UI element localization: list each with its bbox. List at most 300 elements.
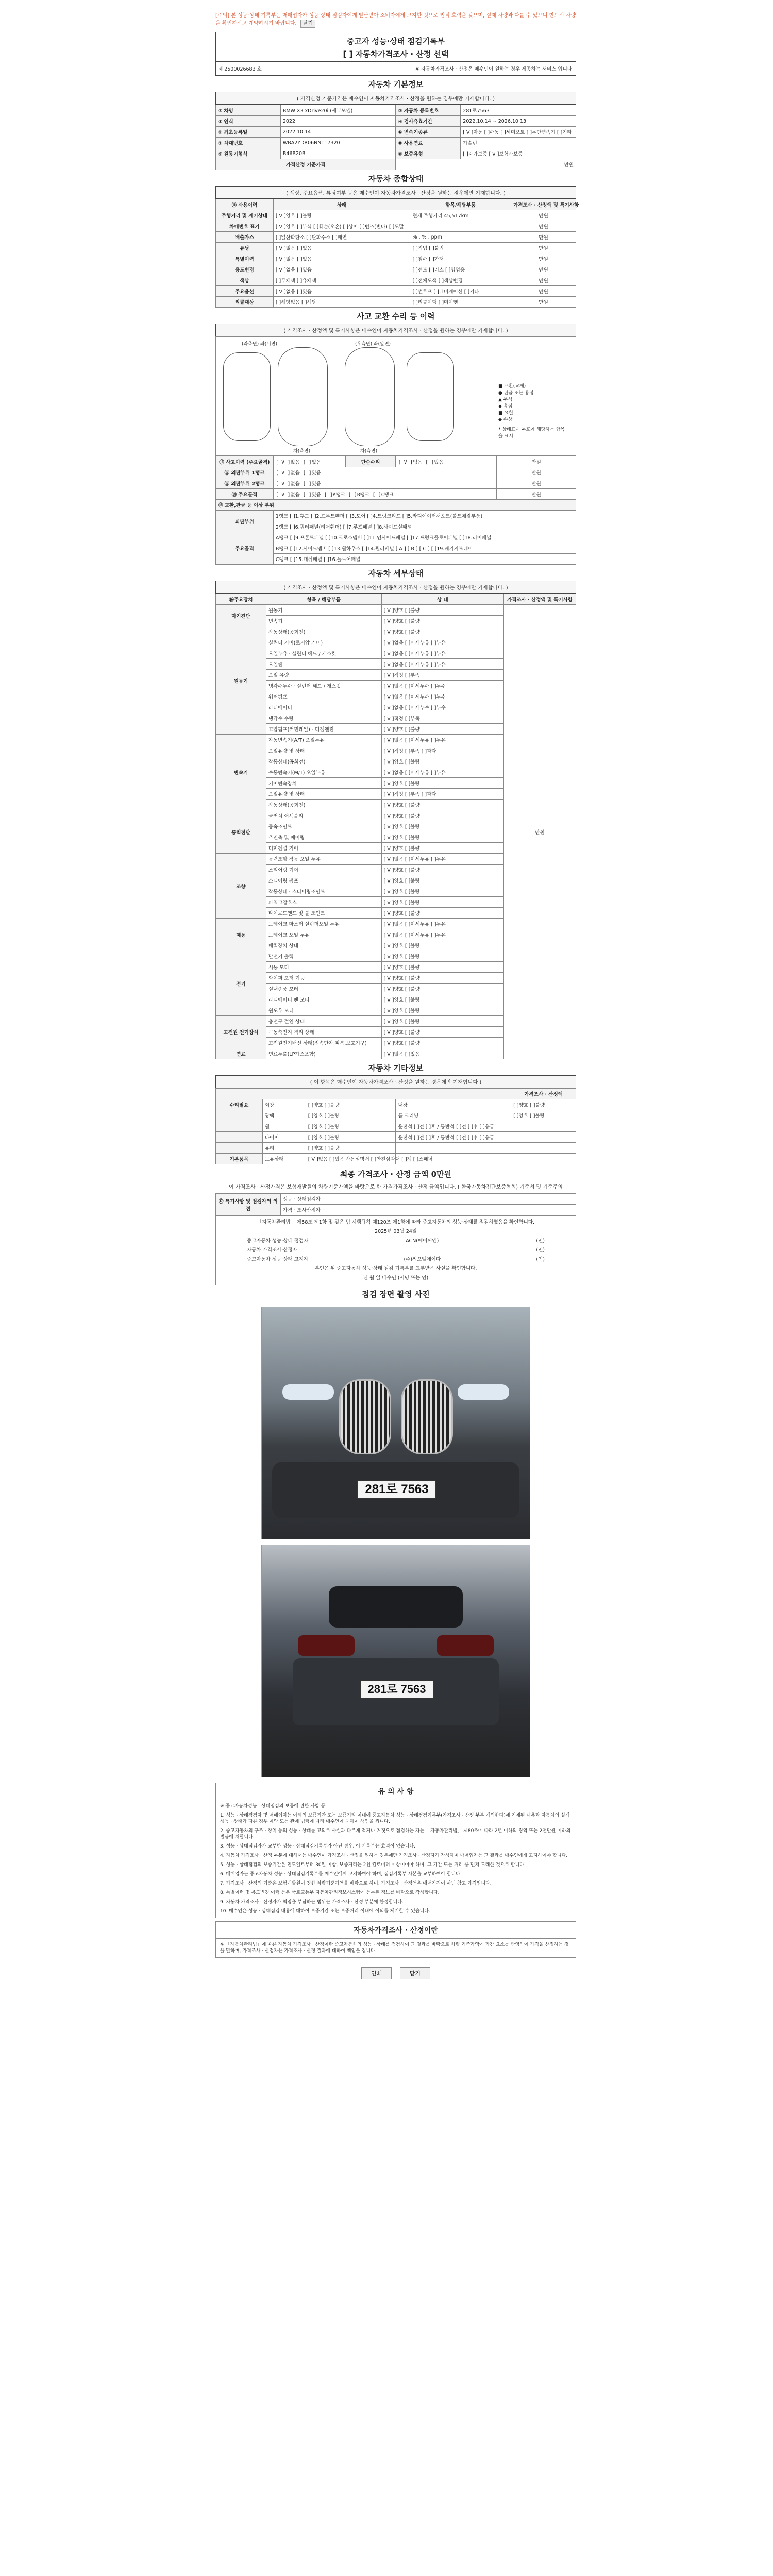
legend-item: ● 판금 또는 용접 bbox=[498, 391, 534, 396]
detail-status: [ V ]없음 [ ]미세누수 [ ]누수 bbox=[381, 681, 504, 691]
report-title: 중고자 성능·상태 점검기록부 bbox=[346, 37, 445, 46]
overall-price: 만원 bbox=[511, 286, 576, 297]
signer-role: 중고자동차 성능·상태 점검자 bbox=[247, 1238, 309, 1244]
detail-status: [ V ]양호 [ ]불량 bbox=[381, 1005, 504, 1016]
remarks-label: ⑰ 특기사항 및 점검자의 의견 bbox=[216, 1194, 281, 1215]
overall-part: [ ]리콜이행 [ ]미이행 bbox=[410, 297, 511, 308]
detail-group: 원동기 bbox=[216, 626, 266, 735]
overall-row bbox=[216, 221, 576, 232]
detail-status: [ V ]양호 [ ]불량 bbox=[381, 605, 504, 616]
overall-status: [ ]일산화탄소 [ ]탄화수소 [ ]매연 bbox=[273, 232, 410, 243]
basic-row bbox=[216, 138, 576, 148]
detail-status: [ V ]양호 [ ]불량 bbox=[381, 724, 504, 735]
overall-row bbox=[216, 232, 576, 243]
overall-header: 가격조사 · 산정액 및 특기사항 bbox=[511, 199, 576, 210]
legend-note: * 상태표시 부호에 해당하는 항목을 표시 bbox=[498, 427, 565, 439]
detail-item: 윈도우 모터 bbox=[266, 1005, 381, 1016]
detail-status: [ V ]양호 [ ]불량 bbox=[381, 778, 504, 789]
overall-row bbox=[216, 297, 576, 308]
detail-item: 추진축 및 베어링 bbox=[266, 832, 381, 843]
final-price-note: 이 가격조사 · 산정가격은 보험개발원의 차량기준가액을 바탕으로 한 가격가격조사 · 산정 금액입니다. ( 한국자동차진단보증협회) 기준서 및 기준주의 bbox=[229, 1184, 563, 1190]
basic-price-row bbox=[216, 159, 576, 170]
caution-line: 4. 자동차 가격조사 · 산정 부분에 대해서는 매수인이 가격조사 · 산정을 원하는 경우에만 가격조사 · 산정자가 작성하며 매매업자는 그 결과를 매수인에게 고지하여야 합니다. bbox=[220, 1853, 568, 1858]
overall-title: 자동차 종합상태 bbox=[368, 174, 424, 183]
basic-field-label: ① 차명 bbox=[216, 105, 281, 116]
receipt-sign-line: 년 월 일 매수인 (서명 또는 인) bbox=[363, 1275, 429, 1281]
overall-row bbox=[216, 253, 576, 264]
detail-status: [ V ]양호 [ ]불량 bbox=[381, 1016, 504, 1027]
detail-status: [ V ]없음 [ ]미세누유 [ ]누유 bbox=[381, 767, 504, 778]
basic-field-value: 2022.10.14 bbox=[280, 127, 396, 138]
remarks-row-1 bbox=[216, 1194, 576, 1205]
overall-item: 차대번호 표기 bbox=[216, 221, 274, 232]
basic-field-value: [ V ]자동 [ ]수동 [ ]세미오토 [ ]무단변속기 [ ]기타 bbox=[461, 127, 576, 138]
detail-item: 클러치 어셈블리 bbox=[266, 810, 381, 821]
detail-group: 조향 bbox=[216, 854, 266, 919]
overall-item: 리콜대상 bbox=[216, 297, 274, 308]
frame-row bbox=[216, 489, 576, 500]
caution-line: 9. 자동차 가격조사 · 산정자가 책임을 부담하는 범위는 가격조사 · 산정 부분에 한정합니다. bbox=[220, 1900, 404, 1905]
detail-item: 시동 모터 bbox=[266, 962, 381, 973]
caption-left: 차(측면) bbox=[293, 449, 311, 454]
caption-right: 차(측면) bbox=[360, 449, 378, 454]
rear-photo bbox=[261, 1545, 530, 1777]
signer-row bbox=[247, 1255, 545, 1264]
accident-history-row bbox=[216, 456, 576, 467]
overall-table bbox=[215, 199, 579, 308]
detail-header: ⑯주요장치 bbox=[216, 594, 266, 605]
rear-plate: 281로 7563 bbox=[360, 1680, 434, 1699]
etc-cell: [ ]양호 [ ]불량 bbox=[511, 1110, 576, 1121]
headlight-left bbox=[282, 1384, 334, 1400]
basic-table bbox=[215, 105, 576, 170]
sign-date: 2025년 03월 24일 bbox=[375, 1229, 417, 1234]
detail-status: [ V ]없음 [ ]미세누수 [ ]누수 bbox=[381, 702, 504, 713]
detail-item: 냉각수누수 · 실린더 헤드 / 개스킷 bbox=[266, 681, 381, 691]
detail-group: 제동 bbox=[216, 919, 266, 951]
overall-part: [ ]썬루프 [ ]네비게이션 [ ]기타 bbox=[410, 286, 511, 297]
detail-header: 상 태 bbox=[381, 594, 504, 605]
overall-status: [ V ]없음 [ ]있음 bbox=[273, 243, 410, 253]
basic-price-unit: 만원 bbox=[396, 159, 576, 170]
caution-line: 8. 특별이력 및 용도변경 이력 등은 국토교통부 자동차관리정보시스템에 등록된 정보를 바탕으로 작성합니다. bbox=[220, 1890, 440, 1895]
overall-price: 만원 bbox=[511, 253, 576, 264]
detail-status: [ V ]양호 [ ]불량 bbox=[381, 940, 504, 951]
detail-status: [ V ]없음 [ ]미세누유 [ ]누유 bbox=[381, 854, 504, 865]
etc-table bbox=[215, 1088, 576, 1164]
car-outline-left-side bbox=[223, 352, 271, 441]
detail-item: 기어변속장치 bbox=[266, 778, 381, 789]
detail-header: 가격조사 · 산정액 및 특기사항 bbox=[504, 594, 576, 605]
etc-cell bbox=[511, 1132, 576, 1143]
overall-item: 튜닝 bbox=[216, 243, 274, 253]
detail-item: 등속조인트 bbox=[266, 821, 381, 832]
detail-item: 자동변속기(A/T) 오일누유 bbox=[266, 735, 381, 745]
etc-cell: 광택 bbox=[262, 1110, 306, 1121]
detail-item: 오일 유량 bbox=[266, 670, 381, 681]
etc-row bbox=[216, 1099, 576, 1110]
etc-cell: [ ]양호 [ ]불량 bbox=[511, 1099, 576, 1110]
detail-status: [ V ]양호 [ ]불량 bbox=[381, 951, 504, 962]
detail-item: 오일유량 및 상태 bbox=[266, 745, 381, 756]
detail-status: [ V ]양호 [ ]불량 bbox=[381, 897, 504, 908]
basic-field-value: [ ]자가보증 [ V ]보험사보증 bbox=[461, 148, 576, 159]
detail-status: [ V ]없음 [ ]미세누유 [ ]누유 bbox=[381, 929, 504, 940]
signer-role: 자동차 가격조사·산정자 bbox=[247, 1247, 297, 1253]
outer-rank1-row bbox=[216, 467, 576, 478]
basic-note: ( 가격산정 기준가격은 매수인이 자동차가격조사 · 산정을 원하는 경우에만 기재합니다. ) bbox=[215, 92, 576, 105]
etc-header: 가격조사 · 산정액 bbox=[511, 1089, 576, 1099]
inspection-report bbox=[215, 32, 579, 1979]
detail-status: [ V ]양호 [ ]불량 bbox=[381, 616, 504, 626]
etc-cell: 타이어 bbox=[262, 1132, 306, 1143]
overall-status: [ ]무채색 [ ]유채색 bbox=[273, 275, 410, 286]
caution-line: 5. 성능 · 상태점검의 보증기간은 인도일로부터 30일 이상, 보증거리는 2천 킬로미터 이상이어야 하며, 그 기간 또는 거리 중 먼저 도래한 것으로 합니다. bbox=[220, 1862, 526, 1868]
caution-line: 3. 성능 · 상태점검자가 교부한 성능 · 상태점검기록부가 아닌 경우, 이 기록부는 효력이 없습니다. bbox=[220, 1844, 415, 1849]
detail-header: 항목 / 해당부품 bbox=[266, 594, 381, 605]
detail-item: 워터펌프 bbox=[266, 691, 381, 702]
taillight-left bbox=[298, 1635, 355, 1656]
overall-row bbox=[216, 243, 576, 253]
overall-row bbox=[216, 275, 576, 286]
detail-status: [ V ]적정 [ ]부족 [ ]과다 bbox=[381, 745, 504, 756]
overall-price: 만원 bbox=[511, 210, 576, 221]
detail-status: [ V ]양호 [ ]불량 bbox=[381, 908, 504, 919]
basic-field-label: ② 자동차 등록번호 bbox=[396, 105, 461, 116]
caution-line: 7. 가격조사 · 산정의 기준은 보험개발원이 정한 차량기준가액을 바탕으로 하며, 가격조사 · 산정액은 매매가격이 아닌 참고 가격입니다. bbox=[220, 1881, 492, 1886]
detail-item: 파워고압호스 bbox=[266, 897, 381, 908]
etc-cell bbox=[216, 1121, 263, 1132]
detail-item: 고압펌프(커먼레일) - 디젤엔진 bbox=[266, 724, 381, 735]
etc-cell: 내장 bbox=[396, 1099, 511, 1110]
overall-part: [ ]적법 [ ]불법 bbox=[410, 243, 511, 253]
detail-group: 자기진단 bbox=[216, 605, 266, 626]
overall-row bbox=[216, 264, 576, 275]
detail-item: 와이퍼 모터 기능 bbox=[266, 973, 381, 984]
legend-item: ▲ 부식 bbox=[498, 397, 513, 402]
basic-row bbox=[216, 105, 576, 116]
frame-parts-b: B랭크 [ ]12.사이드멤버 [ ]13.휠하우스 [ ]14.필러패널 [ A ] [ B ] [ C ] [ ]19.패키지트레이 bbox=[273, 543, 576, 554]
overall-status: [ V ]양호 [ ]불량 bbox=[273, 210, 410, 221]
etc-cell: [ ]양호 [ ]불량 bbox=[306, 1099, 396, 1110]
etc-row bbox=[216, 1121, 576, 1132]
overall-header: ⑪ 사용이력 bbox=[216, 199, 274, 210]
print-button[interactable]: 인쇄 bbox=[361, 1967, 392, 1979]
detail-item: 스티어링 펌프 bbox=[266, 875, 381, 886]
etc-header bbox=[216, 1089, 511, 1099]
basic-price-label: 가격산정 기준가격 bbox=[216, 159, 396, 170]
outer-rank2-price: 만원 bbox=[497, 478, 576, 489]
overall-status: [ V ]없음 [ ]있음 bbox=[273, 253, 410, 264]
legend-item: ■ 요철 bbox=[498, 411, 513, 416]
etc-cell bbox=[396, 1143, 511, 1154]
detail-item: 타이로드엔드 및 볼 조인트 bbox=[266, 908, 381, 919]
basic-field-label: ⑨ 원동기형식 bbox=[216, 148, 281, 159]
accident-history-label: ⑫ 사고이력 (주요골격) bbox=[216, 456, 274, 467]
frame-parts-row-1 bbox=[216, 532, 576, 543]
frame-price: 만원 bbox=[497, 489, 576, 500]
notice-text: [주의] 본 성능·상태 기록부는 매매업자가 성능·상태 점검자에게 발급받아 소비자에게 고지한 것으로 법적 효력을 갖으며, 실제 차량과 다를 수 있으니 반드시 차량을 확인하시고 계약하시기 바랍니다. bbox=[215, 13, 576, 26]
basic-field-value: BMW X3 xDrive20i (세부모델) bbox=[280, 105, 396, 116]
basic-field-value: 2022 bbox=[280, 116, 396, 127]
etc-title: 자동차 기타정보 bbox=[368, 1063, 424, 1073]
etc-cell: [ ]양호 [ ]불량 bbox=[306, 1110, 396, 1121]
caution-line: 2. 중고자동차의 구조 · 장치 등의 성능 · 상태를 고의로 사실과 다르게 적거나 거짓으로 점검하는 자는 「자동차관리법」 제80조에 따라 2년 이하의 징역 또는 2천만원 이하의 벌금에 처합니다. bbox=[220, 1828, 571, 1840]
basic-field-value: 가솔린 bbox=[461, 138, 576, 148]
rear-window bbox=[329, 1586, 463, 1628]
accident-price: 만원 bbox=[497, 456, 576, 467]
etc-cell: [ V ]없음 [ ]있음 사용설명서 [ ]안전삼각대 [ ]잭 [ ]스패너 bbox=[306, 1154, 396, 1164]
signer-role: 중고자동차 성능·상태 고지자 bbox=[247, 1257, 309, 1262]
detail-item: 고전원전기배선 상태(접속단자,피복,보호기구) bbox=[266, 1038, 381, 1048]
legend-item: ◆ 흠집 bbox=[498, 404, 513, 409]
caution-line: 6. 매매업자는 중고자동차 성능 · 상태점검기록부를 매수인에게 고지하여야 하며, 점검기록부 사본을 교부하여야 합니다. bbox=[220, 1872, 462, 1877]
detail-item: 구동축전지 격리 상태 bbox=[266, 1027, 381, 1038]
frame-parts-label: 주요골격 bbox=[216, 532, 274, 565]
detail-status: [ V ]적정 [ ]부족 bbox=[381, 713, 504, 724]
overall-status: [ V ]없음 [ ]있음 bbox=[273, 286, 410, 297]
simple-repair-value: [ V ]없음 [ ]있음 bbox=[396, 456, 497, 467]
detail-item: 작동상태(공회전) bbox=[266, 800, 381, 810]
overall-part bbox=[410, 221, 511, 232]
car-diagram bbox=[215, 336, 576, 456]
accident-title: 사고 교환 수리 등 이력 bbox=[357, 312, 435, 321]
overall-row bbox=[216, 286, 576, 297]
overall-item: 특별이력 bbox=[216, 253, 274, 264]
detail-status: [ V ]없음 [ ]미세누유 [ ]누유 bbox=[381, 659, 504, 670]
basic-field-value: WBA2YDR06NN117320 bbox=[280, 138, 396, 148]
etc-cell: 룸 크리닝 bbox=[396, 1110, 511, 1121]
detail-status: [ V ]양호 [ ]불량 bbox=[381, 832, 504, 843]
etc-row bbox=[216, 1110, 576, 1121]
overall-price: 만원 bbox=[511, 232, 576, 243]
front-photo bbox=[261, 1307, 530, 1539]
detail-status: [ V ]양호 [ ]불량 bbox=[381, 626, 504, 637]
simple-repair-label: 단순수리 bbox=[345, 456, 396, 467]
etc-cell: [ ]양호 [ ]불량 bbox=[306, 1132, 396, 1143]
overall-item: 주요옵션 bbox=[216, 286, 274, 297]
detail-status: [ V ]양호 [ ]불량 bbox=[381, 810, 504, 821]
basic-field-label: ⑩ 보증유형 bbox=[396, 148, 461, 159]
detail-status: [ V ]적정 [ ]부족 [ ]과다 bbox=[381, 789, 504, 800]
frame-parts-a: A랭크 [ ]9.프론트패널 [ ]10.크로스멤버 [ ]11.인사이드패널 [ ]17.트렁크플로어패널 [ ]18.리어패널 bbox=[273, 532, 576, 543]
outer-rank2-label: ⑬ 외판부위 2랭크 bbox=[216, 478, 274, 489]
detail-item: 스티어링 기어 bbox=[266, 865, 381, 875]
action-buttons bbox=[215, 1967, 576, 1979]
detail-item: 라디에이터 팬 모터 bbox=[266, 994, 381, 1005]
detail-group: 고전원 전기장치 bbox=[216, 1016, 266, 1048]
remarks-appraiser: 가격 · 조사산정자 bbox=[280, 1205, 576, 1215]
close-button[interactable]: 닫기 bbox=[400, 1967, 430, 1979]
parts-label: ⑮ 교환,판금 등 이상 부위 bbox=[216, 500, 576, 511]
detail-group: 전기 bbox=[216, 951, 266, 1016]
overall-price: 만원 bbox=[511, 243, 576, 253]
car-outline-right-side bbox=[407, 352, 454, 441]
etc-cell: 유리 bbox=[262, 1143, 306, 1154]
detail-status: [ V ]양호 [ ]불량 bbox=[381, 994, 504, 1005]
legal-statement: 「자동차관리법」 제58조 제1항 및 같은 법 시행규칙 제120조 제1항에 따라 중고자동차의 성능·상태를 점검하였음을 확인합니다. bbox=[257, 1219, 534, 1225]
signer-seal: (인) bbox=[536, 1247, 545, 1253]
outer-rank2-row bbox=[216, 478, 576, 489]
etc-cell: [ ]양호 [ ]불량 bbox=[306, 1143, 396, 1154]
outer-parts-label: 외판부위 bbox=[216, 511, 274, 532]
receipt-statement: 본인은 위 중고자동차 성능·상태 점검 기록부를 교부받은 사실을 확인합니다. bbox=[314, 1266, 477, 1272]
legend-item: ■ 교환(교체) bbox=[498, 384, 526, 389]
notice-banner bbox=[215, 12, 576, 28]
report-title-box bbox=[215, 32, 576, 62]
detail-status: [ V ]양호 [ ]불량 bbox=[381, 821, 504, 832]
view-left-label: (좌측면) 좌(뒤면) bbox=[242, 342, 278, 347]
caution-line: 1. 성능 · 상태점검자 및 매매업자는 아래의 보증기간 또는 보증거리 이내에 중고자동차 성능 · 상태점검기록부(가격조사 · 산정 부분 제외한다)에 기재된 내용과 자동차의 실제 성능 · 상태가 다른 경우 계약 또는 관계 법령에 따라 매수인에 대하여 책임을 집니다. bbox=[220, 1813, 570, 1824]
detail-item: 동력조향 작동 오일 누유 bbox=[266, 854, 381, 865]
detail-status: [ V ]양호 [ ]불량 bbox=[381, 886, 504, 897]
etc-cell bbox=[216, 1143, 263, 1154]
signer-seal: (인) bbox=[536, 1257, 545, 1262]
signer-name: (주)씨오엘에이다 bbox=[404, 1257, 441, 1262]
outer-rank2-value: [ V ]없음 [ ]있음 bbox=[273, 478, 496, 489]
etc-cell bbox=[511, 1121, 576, 1132]
frame-value: [ V ]없음 [ ]있음 [ ]A랭크 [ ]B랭크 [ ]C랭크 bbox=[273, 489, 496, 500]
detail-status: [ V ]양호 [ ]불량 bbox=[381, 1027, 504, 1038]
detail-row bbox=[216, 605, 576, 616]
detail-item: 냉각수 수량 bbox=[266, 713, 381, 724]
caution-line: ※ 중고자동차성능 · 상태점검의 보증에 관한 사항 등 bbox=[220, 1804, 326, 1809]
overall-item: 주행거리 및 계기상태 bbox=[216, 210, 274, 221]
etc-cell bbox=[216, 1132, 263, 1143]
report-doc-line bbox=[215, 62, 576, 76]
overall-part: 현재 주행거리 45,517km bbox=[410, 210, 511, 221]
etc-row bbox=[216, 1132, 576, 1143]
basic-field-label: ④ 검사유효기간 bbox=[396, 116, 461, 127]
detail-status: [ V ]양호 [ ]불량 bbox=[381, 865, 504, 875]
detail-status: [ V ]양호 [ ]불량 bbox=[381, 984, 504, 994]
detail-item: 연료누출(LP가스포함) bbox=[266, 1048, 381, 1059]
detail-status: [ V ]양호 [ ]불량 bbox=[381, 962, 504, 973]
car-outline-top bbox=[278, 347, 328, 446]
detail-status: [ V ]없음 [ ]미세누유 [ ]누유 bbox=[381, 735, 504, 745]
detail-item: 발전기 출력 bbox=[266, 951, 381, 962]
overall-price: 만원 bbox=[511, 264, 576, 275]
overall-price: 만원 bbox=[511, 275, 576, 286]
appraisal-definition-title: 자동차가격조사 · 산정이란 bbox=[216, 1922, 576, 1939]
taillight-right bbox=[437, 1635, 494, 1656]
signer-row bbox=[247, 1246, 545, 1255]
remarks-table bbox=[215, 1193, 576, 1215]
grille-right bbox=[401, 1379, 453, 1454]
basic-field-value: 281로7563 bbox=[461, 105, 576, 116]
overall-part: [ ]렌트 [ ]리스 [ ]영업용 bbox=[410, 264, 511, 275]
etc-cell: 휠 bbox=[262, 1121, 306, 1132]
detail-status: [ V ]양호 [ ]불량 bbox=[381, 800, 504, 810]
basic-row bbox=[216, 148, 576, 159]
detail-item: 오일누유 · 실린더 헤드 / 개스킷 bbox=[266, 648, 381, 659]
appraisal-definition bbox=[215, 1921, 576, 1958]
basic-field-label: ③ 연식 bbox=[216, 116, 281, 127]
detail-item: 수동변속기(M/T) 오일누유 bbox=[266, 767, 381, 778]
detail-item: 실린더 커버(로커암 커버) bbox=[266, 637, 381, 648]
basic-field-label: ⑥ 변속기종류 bbox=[396, 127, 461, 138]
etc-row bbox=[216, 1154, 576, 1164]
detail-item: 브레이크 오일 누유 bbox=[266, 929, 381, 940]
detail-status: [ V ]적정 [ ]부족 bbox=[381, 670, 504, 681]
basic-field-value: B46B20B bbox=[280, 148, 396, 159]
overall-part: [ ]전체도색 [ ]색상변경 bbox=[410, 275, 511, 286]
doc-number: 제 2500026683 호 bbox=[218, 66, 262, 72]
detail-group: 동력전달 bbox=[216, 810, 266, 854]
detail-price: 만원 bbox=[504, 605, 576, 1059]
accident-table bbox=[215, 456, 576, 565]
detail-item: 원동기 bbox=[266, 605, 381, 616]
overall-note: ( 색상, 주요옵션, 튜닝여부 등은 매수인이 자동차가격조사 · 산정을 원하는 경우에만 기재합니다. ) bbox=[215, 186, 576, 199]
detail-item: 오일유량 및 상태 bbox=[266, 789, 381, 800]
caution-title: 유 의 사 항 bbox=[216, 1783, 576, 1800]
overall-status: [ V ]양호 [ ]부식 [ ]훼손(오손) [ ]상이 [ ]변조(변타) [ ]도말 bbox=[273, 221, 410, 232]
etc-cell bbox=[511, 1154, 576, 1164]
parts-header-row bbox=[216, 500, 576, 511]
basic-field-label: ⑤ 최초등록일 bbox=[216, 127, 281, 138]
basic-row bbox=[216, 127, 576, 138]
detail-item: 배력장치 상태 bbox=[266, 940, 381, 951]
legend-item: ◆ 손상 bbox=[498, 417, 513, 422]
view-right-label: (우측면) 좌(앞면) bbox=[355, 342, 391, 347]
etc-cell: 기본품목 bbox=[216, 1154, 263, 1164]
outer-parts-rank2: 2랭크 [ ]6.쿼터패널(리어휀더) [ ]7.루프패널 [ ]8.사이드실패널 bbox=[273, 521, 576, 532]
basic-title: 자동차 기본정보 bbox=[368, 80, 424, 89]
etc-cell: 외장 bbox=[262, 1099, 306, 1110]
etc-header-row bbox=[216, 1089, 576, 1099]
detail-item: 변속기 bbox=[266, 616, 381, 626]
signer-row bbox=[247, 1236, 545, 1246]
detail-status: [ V ]양호 [ ]불량 bbox=[381, 973, 504, 984]
notice-close-button[interactable]: 닫기 bbox=[300, 20, 315, 28]
etc-cell bbox=[511, 1143, 576, 1154]
detail-group: 변속기 bbox=[216, 735, 266, 810]
report-subtitle: [ ] 자동차가격조사 · 산정 선택 bbox=[343, 49, 449, 59]
etc-cell: 운전석 [ ]전 [ ]후 / 동반석 [ ]전 [ ]후 [ ]응급 bbox=[396, 1121, 511, 1132]
basic-field-value: 2022.10.14 ~ 2026.10.13 bbox=[461, 116, 576, 127]
frame-parts-c: C랭크 [ ]15.대쉬패널 [ ]16.플로어패널 bbox=[273, 554, 576, 565]
overall-price: 만원 bbox=[511, 297, 576, 308]
headlight-right bbox=[458, 1384, 509, 1400]
outer-parts-rank1: 1랭크 [ ]1.후드 [ ]2.프론트휀더 [ ]3.도어 [ ]4.트렁크리드 [ ]5.라디에이터서포트(볼트체결부품) bbox=[273, 511, 576, 521]
etc-cell: 보유상태 bbox=[262, 1154, 306, 1164]
detail-status: [ V ]양호 [ ]불량 bbox=[381, 1038, 504, 1048]
basic-field-label: ⑧ 사용연료 bbox=[396, 138, 461, 148]
detail-status: [ V ]없음 [ ]미세누수 [ ]누수 bbox=[381, 691, 504, 702]
detail-item: 브레이크 마스터 실린더오일 누유 bbox=[266, 919, 381, 929]
detail-status: [ V ]양호 [ ]불량 bbox=[381, 756, 504, 767]
basic-row bbox=[216, 116, 576, 127]
detail-status: [ V ]양호 [ ]불량 bbox=[381, 875, 504, 886]
overall-header: 상태 bbox=[273, 199, 410, 210]
detail-status: [ V ]없음 [ ]미세누유 [ ]누유 bbox=[381, 919, 504, 929]
detail-item: 라디에이터 bbox=[266, 702, 381, 713]
detail-item: 실내송풍 모터 bbox=[266, 984, 381, 994]
photos-title: 점검 장면 촬영 사진 bbox=[362, 1290, 430, 1299]
caution-section bbox=[215, 1783, 576, 1918]
detail-status: [ V ]없음 [ ]있음 bbox=[381, 1048, 504, 1059]
detail-note: ( 가격조사 · 산정액 및 특기사항은 매수인이 자동차가격조사 · 산정을 원하는 경우에만 기재합니다. ) bbox=[215, 581, 576, 594]
detail-item: 오일팬 bbox=[266, 659, 381, 670]
basic-field-label: ⑦ 차대번호 bbox=[216, 138, 281, 148]
overall-status: [ ]해당없음 [ ]해당 bbox=[273, 297, 410, 308]
etc-cell bbox=[216, 1110, 263, 1121]
signer-name: ACN(에이씨엔) bbox=[406, 1238, 439, 1244]
overall-item: 배출가스 bbox=[216, 232, 274, 243]
detail-item: 작동상태(공회전) bbox=[266, 626, 381, 637]
overall-price: 만원 bbox=[511, 221, 576, 232]
detail-status: [ V ]양호 [ ]불량 bbox=[381, 843, 504, 854]
